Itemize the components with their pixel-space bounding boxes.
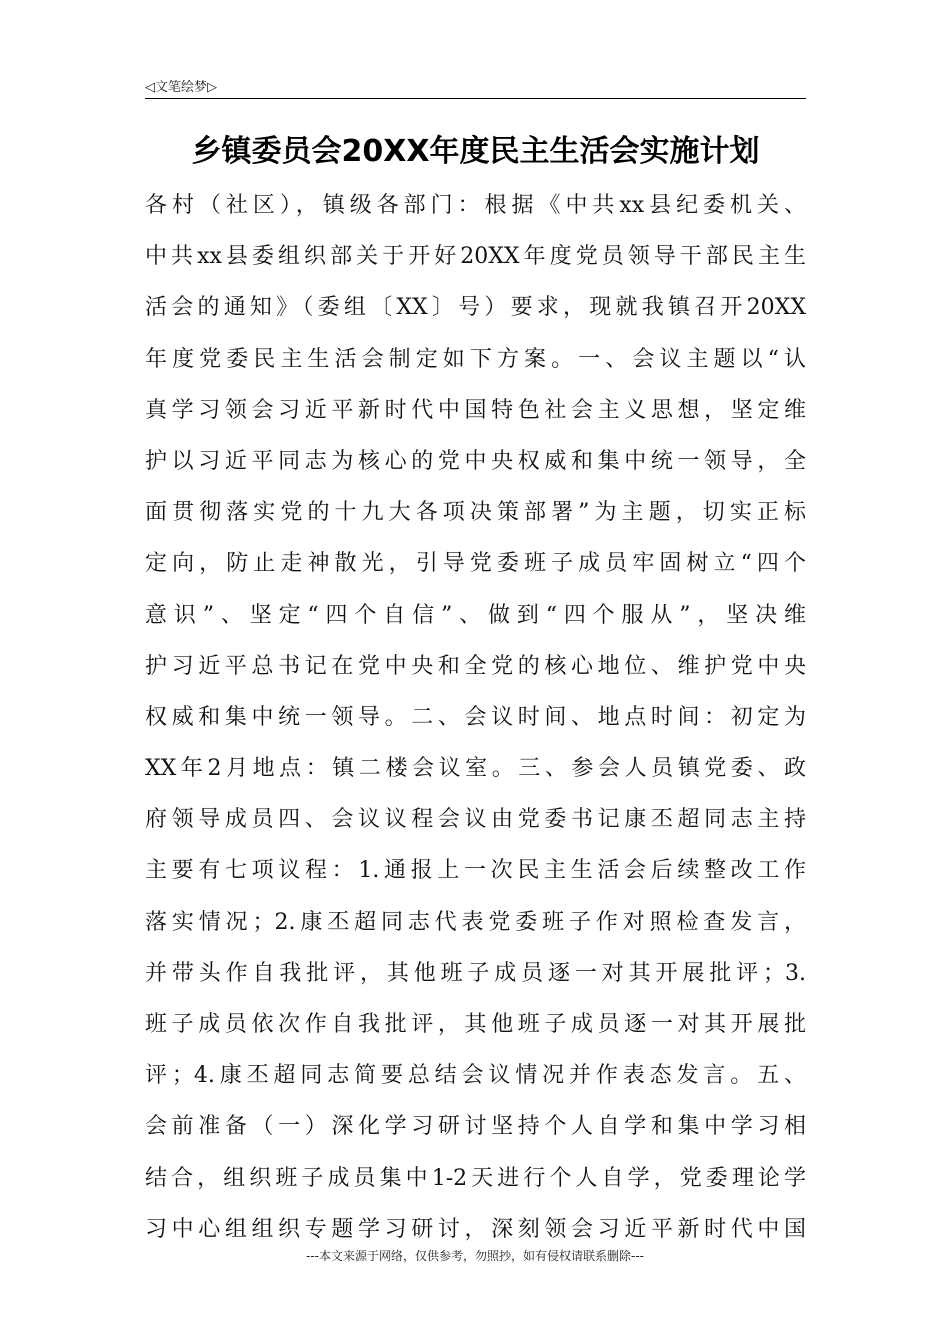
footer-disclaimer: ---本文来源于网络，仅供参考，勿照抄，如有侵权请联系删除---: [306, 1249, 644, 1263]
body-line: 习中心组组织专题学习研讨，深刻领会习近平新时代中国: [145, 1216, 806, 1242]
body-line: 中共xx县委组织部关于开好20XX年度党员领导干部民主生: [145, 244, 806, 270]
body-line: 定向，防止走神散光，引导党委班子成员牢固树立“四个: [145, 551, 806, 577]
body-line: 府领导成员四、会议议程会议由党委书记康丕超同志主持: [145, 807, 806, 833]
body-line: 主要有七项议程：1.通报上一次民主生活会后续整改工作: [145, 858, 806, 884]
body-line: 活会的通知》（委组〔XX〕号）要求，现就我镇召开20XX: [145, 295, 806, 321]
body-line: 会前准备（一）深化学习研讨坚持个人自学和集中学习相: [145, 1114, 806, 1140]
body-line: 落实情况；2.康丕超同志代表党委班子作对照检查发言，: [145, 909, 806, 935]
header-divider: [145, 98, 806, 99]
body-line: 面贯彻落实党的十九大各项决策部署”为主题，切实正标: [145, 500, 806, 526]
body-line: 护以习近平同志为核心的党中央权威和集中统一领导，全: [145, 448, 806, 474]
document-body: [145, 180, 806, 1255]
body-line: 年度党委民主生活会制定如下方案。一、会议主题以“认: [145, 346, 806, 372]
body-line: 权威和集中统一领导。二、会议时间、地点时间：初定为: [145, 704, 806, 730]
body-line: 结合，组织班子成员集中1-2天进行个人自学，党委理论学: [145, 1165, 806, 1191]
body-line: 班子成员依次作自我批评，其他班子成员逐一对其开展批: [145, 1012, 806, 1037]
body-line: XX年2月地点：镇二楼会议室。三、参会人员镇党委、政: [145, 756, 806, 782]
body-line: 并带头作自我批评，其他班子成员逐一对其开展批评；3.: [145, 960, 806, 986]
header-label: ◁文笔绘梦▷: [145, 80, 217, 95]
body-line: 意识”、坚定“四个自信”、做到“四个服从”，坚决维: [145, 602, 806, 628]
body-line: 护习近平总书记在党中央和全党的核心地位、维护党中央: [145, 653, 806, 679]
document-title: 乡镇委员会20XX年度民主生活会实施计划: [191, 134, 760, 169]
body-line: 评；4.康丕超同志简要总结会议情况并作表态发言。五、: [145, 1063, 806, 1089]
body-line: 各村（社区），镇级各部门：根据《中共xx县纪委机关、: [145, 193, 806, 218]
body-line: 真学习领会习近平新时代中国特色社会主义思想，坚定维: [145, 397, 806, 423]
